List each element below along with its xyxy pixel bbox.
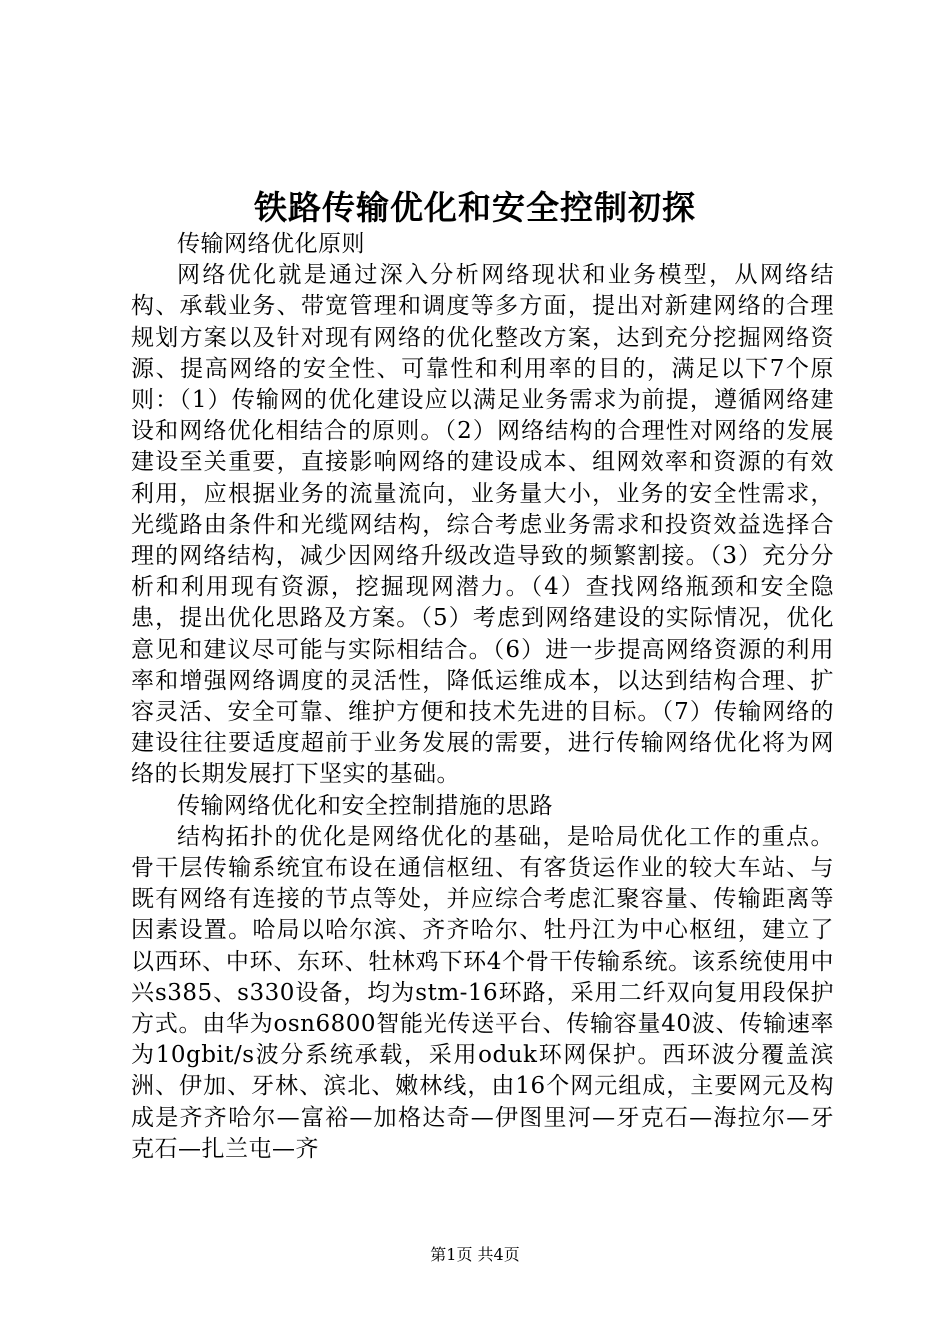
section-heading-measures: 传输网络优化和安全控制措施的思路 [177, 792, 553, 819]
section-heading-principles: 传输网络优化原则 [177, 231, 365, 257]
document-title: 铁路传输优化和安全控制初探 [254, 188, 696, 227]
document-body [131, 229, 834, 1165]
page-footer: 第1页 共4页 [430, 1245, 520, 1264]
section-paragraph-measures: 结构拓扑的优化是网络优化的基础，是哈局优化工作的重点。骨干层传输系统宜布设在通信枢纽、有客货运作业的较大车站、与既有网络有连接的节点等处，并应综合考虑汇聚容量、传输距离等因素设置。哈局以哈尔滨、齐齐哈尔、牡丹江为中心枢纽，建立了以西环、中环、东环、牡林鸡下环4个骨干传输系统。该系统使用中兴s385、s330设备，均为stm-16环路，采用二纤双向复用段保护方式。由华为osn6800智能光传送平台、传输容量40波、传输速率为10gbit/s波分系统承载，采用oduk环网保护。西环波分覆盖滨洲、伊加、牙林、滨北、嫩林线，由16个网元组成，主要网元及构成是齐齐哈尔—富裕—加格达奇—伊图里河—牙克石—海拉尔—牙克石—扎兰屯—齐 [131, 823, 834, 1162]
section-paragraph-principles: 网络优化就是通过深入分析网络现状和业务模型，从网络结构、承载业务、带宽管理和调度等多方面，提出对新建网络的合理规划方案以及针对现有网络的优化整改方案，达到充分挖掘网络资源、提高网络的安全性、可靠性和利用率的目的，满足以下7个原则：（1）传输网的优化建设应以满足业务需求为前提，遵循网络建设和网络优化相结合的原则。（2）网络结构的合理性对网络的发展建设至关重要，直接影响网络的建设成本、组网效率和资源的有效利用，应根据业务的流量流向，业务量大小，业务的安全性需求，光缆路由条件和光缆网结构，综合考虑业务需求和投资效益选择合理的网络结构，减少因网络升级改造导致的频繁割接。（3）充分分析和利用现有资源，挖掘现网潜力。（4）查找网络瓶颈和安全隐患，提出优化思路及方案。（5）考虑到网络建设的实际情况，优化意见和建议尽可能与实际相结合。（6）进一步提高网络资源的利用率和增强网络调度的灵活性，降低运维成本，以达到结构合理、扩容灵活、安全可靠、维护方便和技术先进的目标。（7）传输网络的建设往往要适度超前于业务发展的需要，进行传输网络优化将为网络的长期发展打下坚实的基础。 [131, 262, 834, 788]
